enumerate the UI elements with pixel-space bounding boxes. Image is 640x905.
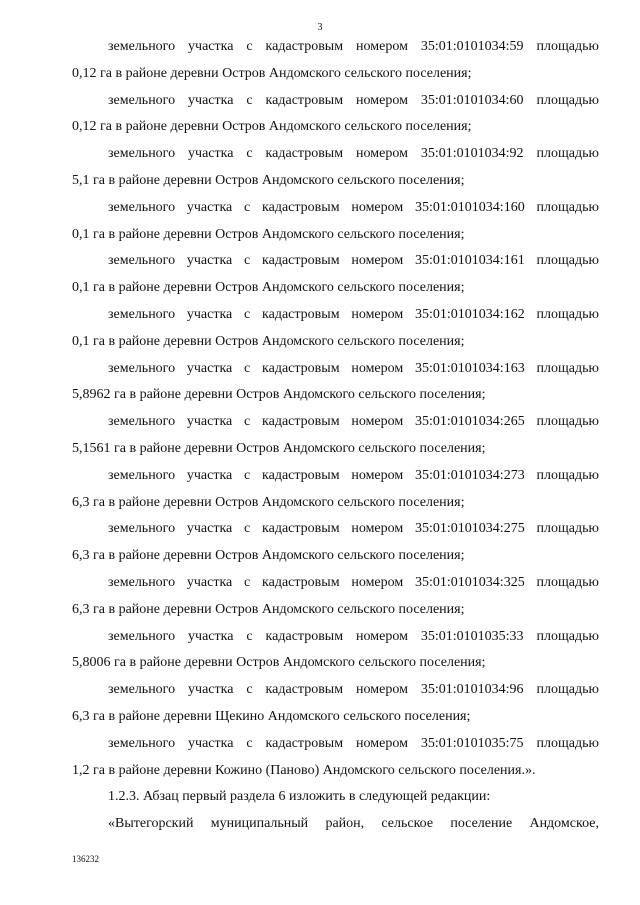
word: номером [356,92,408,108]
text-line-justified [72,409,599,436]
word: площадью [536,92,599,108]
word: 35:01:0101034:273 [415,467,525,483]
word: кадастровым [262,574,340,590]
word: 35:01:0101034:60 [420,92,524,108]
text-line-continuation: 0,12 га в районе деревни Остров Андомского сельского поселения; [72,65,472,81]
text-line-justified [72,731,599,758]
word: участка [186,521,233,537]
word: площадью [536,521,599,537]
word: с [246,628,253,644]
word: сельское [381,816,434,832]
word: площадью [536,146,599,162]
word: земельного [108,628,176,644]
word: земельного [108,39,176,54]
word: 35:01:0101034:275 [415,521,525,537]
word: 35:01:0101035:75 [420,735,524,751]
word: площадью [536,253,599,269]
text-line-continuation: 5,1561 га в районе деревни Остров Андомского сельского поселения; [72,440,486,456]
word: 35:01:0101034:163 [415,360,525,376]
word: с [244,467,251,483]
word: с [244,253,251,269]
word: площадью [536,199,599,215]
text-line-justified [72,248,599,275]
text-line-continuation: 5,1 га в районе деревни Остров Андомского сельского поселения; [72,172,465,188]
word: номером [356,628,408,644]
word: с [246,735,253,751]
word: с [244,521,251,537]
word: участка [188,682,234,698]
word: земельного [108,467,176,483]
text-line-justified [72,356,599,383]
word: участка [188,39,234,54]
word: земельного [108,682,176,698]
text-line-justified [72,516,599,543]
word: 35:01:0101034:160 [415,199,525,215]
word: площадью [536,735,599,751]
word: земельного [108,735,176,751]
text-line-continuation: 0,1 га в районе деревни Остров Андомского сельского поселения; [72,226,465,242]
word: 35:01:0101034:92 [420,146,524,162]
word: 35:01:0101034:161 [415,253,525,269]
word: участка [186,414,233,430]
word: земельного [108,253,176,269]
text-line-justified [72,34,599,61]
word: земельного [108,414,176,430]
text-line-continuation: 0,12 га в районе деревни Остров Андомского сельского поселения; [72,119,472,135]
text-line-justified [72,195,599,222]
word: номером [351,467,404,483]
word: земельного [108,92,176,108]
word: с [246,146,253,162]
word: номером [351,360,404,376]
word: кадастровым [265,146,344,162]
word: номером [356,735,408,751]
word: участка [188,146,234,162]
word: кадастровым [265,682,344,698]
paragraph-line: 1.2.3. Абзац первый раздела 6 изложить в следующей редакции: [108,789,491,805]
word: участка [186,467,233,483]
word: с [244,199,251,215]
word: номером [356,39,408,54]
word: район, [325,816,365,832]
word: участка [188,735,234,751]
word: кадастровым [265,735,344,751]
word: кадастровым [262,360,340,376]
text-line-justified [72,811,599,838]
word: номером [351,199,404,215]
word: номером [351,414,404,430]
text-line-continuation: 6,3 га в районе деревни Остров Андомского сельского поселения; [72,548,465,564]
word: участка [186,574,233,590]
word: 35:01:0101034:162 [415,306,525,322]
text-line-continuation: 6,3 га в районе деревни Остров Андомского сельского поселения; [72,494,465,510]
text-line-justified [72,463,599,490]
word: номером [351,574,404,590]
word: площадью [536,360,599,376]
text-line-continuation: 0,1 га в районе деревни Остров Андомского сельского поселения; [72,280,465,296]
word: 35:01:0101034:96 [420,682,524,698]
word: номером [356,682,408,698]
word: «Вытегорский [108,816,194,832]
text-line-justified [72,141,599,168]
word: кадастровым [265,628,344,644]
word: участка [186,360,233,376]
word: земельного [108,199,176,215]
text-line-justified [72,302,599,329]
word: 35:01:0101035:33 [420,628,524,644]
text-line-justified [72,88,599,115]
word: номером [351,521,404,537]
text-line-justified [72,624,599,651]
word: площадью [536,467,599,483]
word: с [244,306,251,322]
text-line-continuation: 1,2 га в районе деревни Кожино (Паново) Андомского сельского поселения.». [72,762,536,778]
text-line-continuation: 0,1 га в районе деревни Остров Андомского сельского поселения; [72,333,465,349]
text-line-continuation: 5,8962 га в районе деревни Остров Андомского сельского поселения; [72,387,486,403]
text-line-justified [72,570,599,597]
word: с [244,360,251,376]
page-number: 3 [317,22,323,33]
word: участка [186,253,233,269]
word: площадью [536,414,599,430]
text-line-continuation: 6,3 га в районе деревни Остров Андомского сельского поселения; [72,601,465,617]
word: участка [186,199,233,215]
word: с [246,92,253,108]
word: 35:01:0101034:325 [415,574,525,590]
word: поселение [450,816,513,832]
word: участка [188,92,234,108]
word: площадью [536,39,599,54]
word: с [244,574,251,590]
word: с [246,682,253,698]
text-line-continuation: 5,8006 га в районе деревни Остров Андомского сельского поселения; [72,655,486,671]
word: 35:01:0101034:265 [415,414,525,430]
document-code: 136232 [72,854,99,864]
word: участка [188,628,234,644]
word: номером [351,306,404,322]
word: площадью [536,682,599,698]
text-line-justified [72,677,599,704]
word: земельного [108,521,176,537]
document-body [72,34,599,838]
text-line-continuation: 6,3 га в районе деревни Щекино Андомского сельского поселения; [72,708,471,724]
word: кадастровым [265,92,344,108]
word: кадастровым [262,467,340,483]
word: площадью [536,306,599,322]
word: номером [351,253,404,269]
word: кадастровым [262,199,340,215]
word: участка [186,306,233,322]
word: номером [356,146,408,162]
word: земельного [108,146,176,162]
word: площадью [536,628,599,644]
word: земельного [108,574,176,590]
word: кадастровым [262,414,340,430]
word: муниципальный [210,816,309,832]
word: Андомское, [529,816,599,832]
word: с [246,39,253,54]
word: кадастровым [262,253,340,269]
word: кадастровым [262,521,340,537]
word: 35:01:0101034:59 [420,39,524,54]
word: земельного [108,306,176,322]
word: с [244,414,251,430]
word: кадастровым [265,39,344,54]
word: кадастровым [262,306,340,322]
word: земельного [108,360,176,376]
word: площадью [536,574,599,590]
